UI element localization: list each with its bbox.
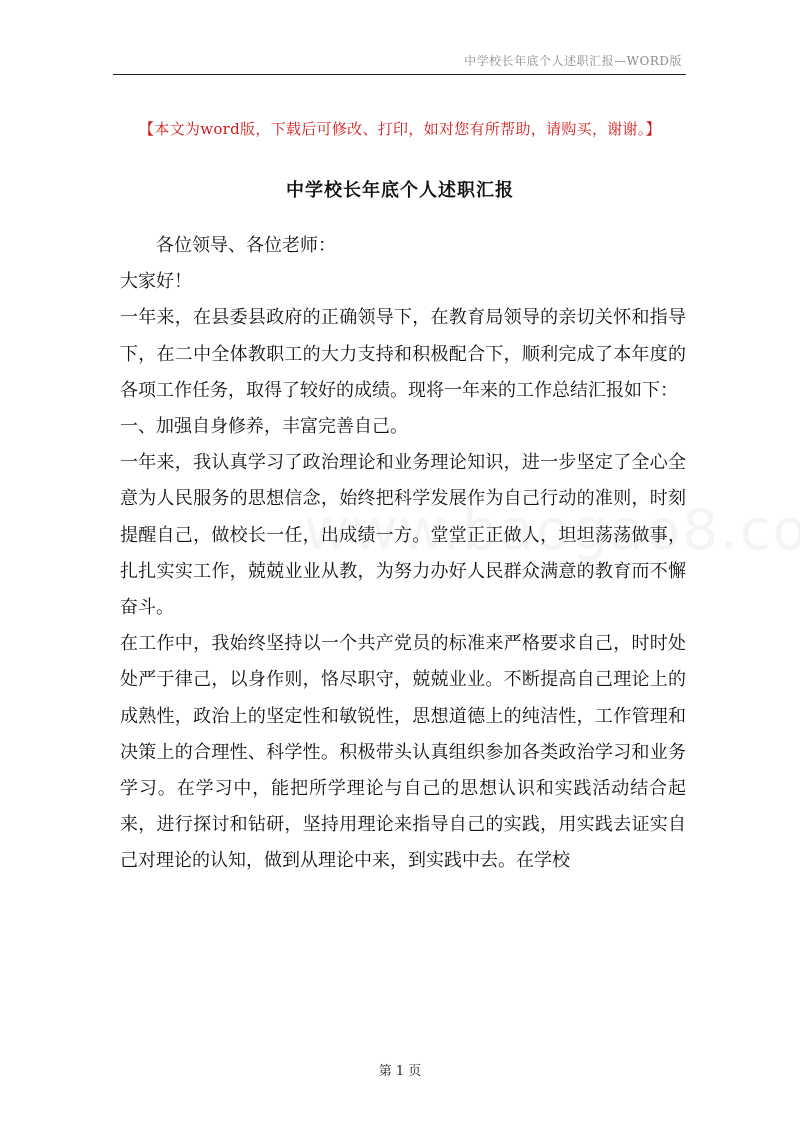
body-paragraph: 一年来，我认真学习了政治理论和业务理论知识，进一步坚定了全心全意为人民服务的思想信念，始终把科学发展作为自己行动的准则，时刻提醒自己，做校长一任，出成绩一方。堂堂正正做人，坦坦荡荡做事，扎扎实实工作，兢兢业业从教，为努力办好人民群众满意的教育而不懈奋斗。	[120, 452, 686, 619]
purchase-notice: 【本文为word版，下载后可修改、打印，如对您有所帮助，请购买，谢谢。】	[139, 120, 661, 138]
running-header-title: 中学校长年底个人述职汇报—WORD版	[464, 54, 682, 68]
document-title: 中学校长年底个人述职汇报	[286, 180, 514, 201]
body-paragraph: 一年来，在县委县政府的正确领导下，在教育局领导的亲切关怀和指导下，在二中全体教职工的大力支持和积极配合下，顺利完成了本年度的各项工作任务，取得了较好的成绩。现将一年来的工作总结汇报如下：	[120, 307, 686, 401]
document-body	[120, 228, 686, 880]
header-divider	[113, 74, 686, 75]
page-number: 第 1 页	[378, 1064, 422, 1079]
body-paragraph: 在工作中，我始终坚持以一个共产党员的标准来严格要求自己，时时处处严于律己，以身作则，恪尽职守，兢兢业业。不断提高自己理论上的成熟性，政治上的坚定性和敏锐性，思想道德上的纯洁性，工作管理和决策上的合理性、科学性。积极带头认真组织参加各类政治学习和业务学习。在学习中，能把所学理论与自己的思想认识和实践活动结合起来，进行探讨和钻研，坚持用理论来指导自己的实践，用实践去证实自己对理论的认知，做到从理论中来，到实践中去。在学校	[120, 633, 686, 872]
salutation: 各位领导、各位老师：	[156, 235, 336, 256]
section-heading: 一、加强自身修养，丰富完善自己。	[120, 416, 408, 438]
greeting: 大家好！	[120, 271, 192, 293]
